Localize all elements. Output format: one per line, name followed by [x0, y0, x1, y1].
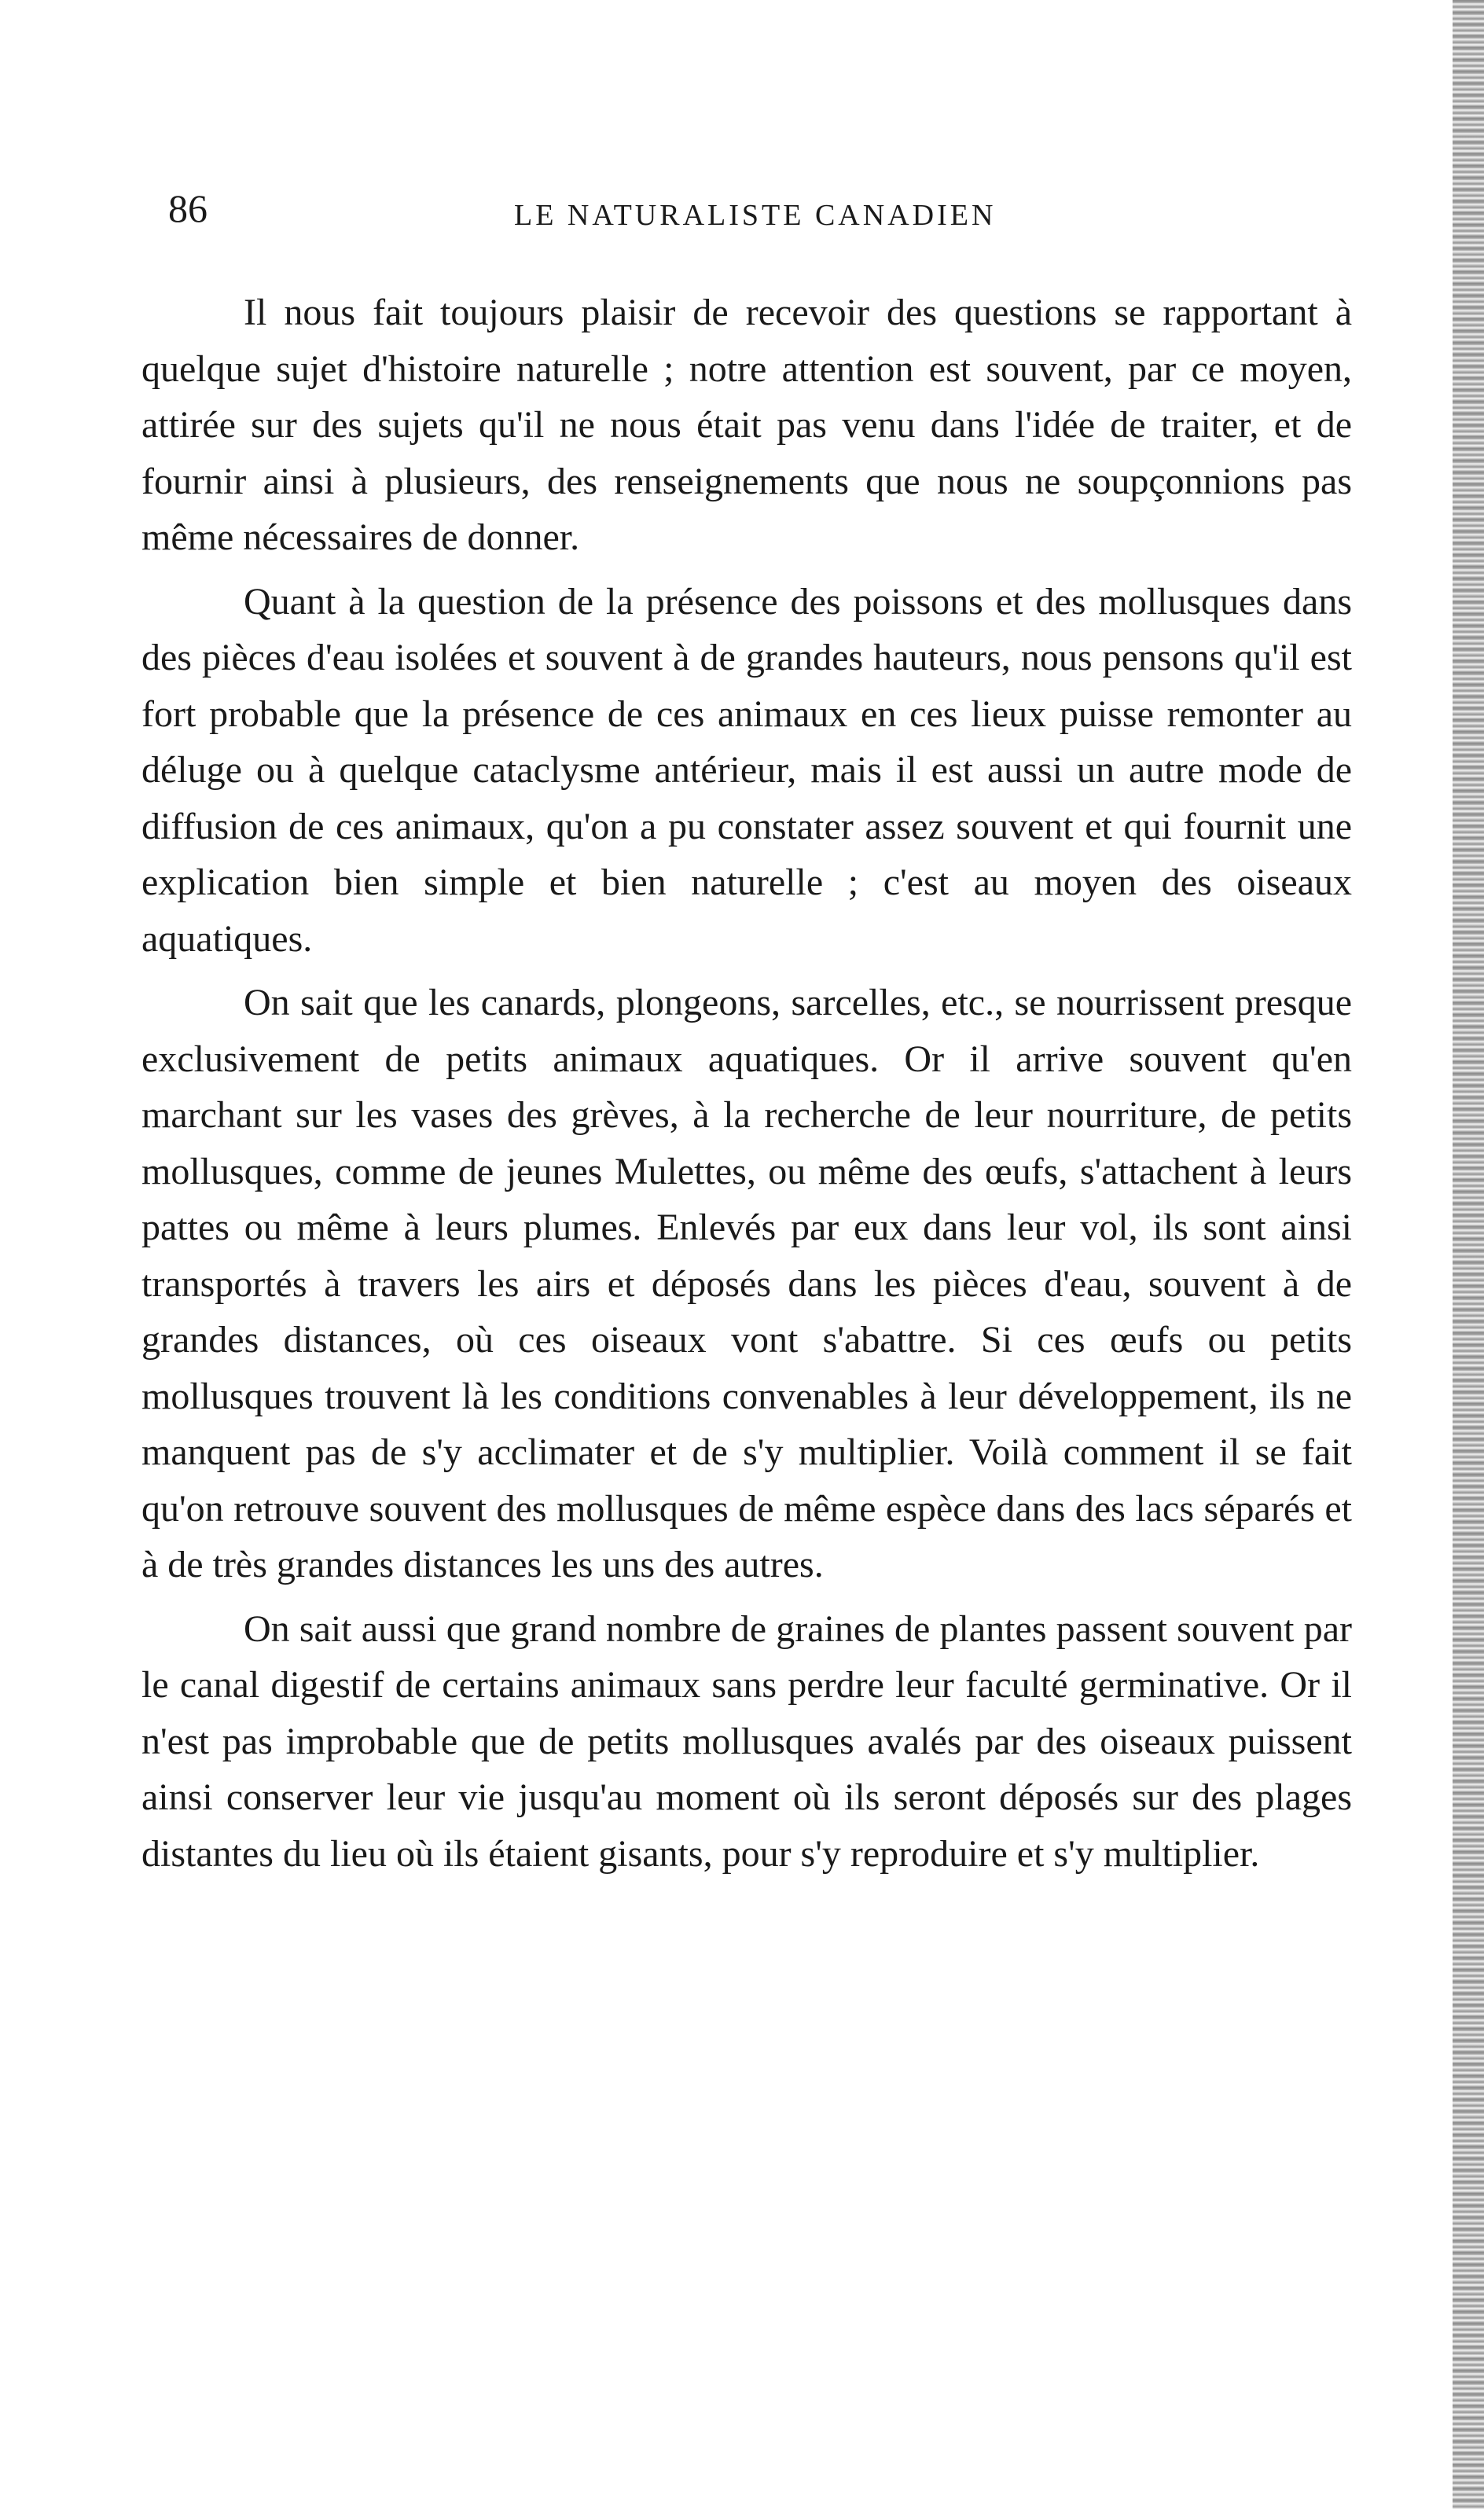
paragraph-3: On sait que les canards, plongeons, sarcelles, etc., se nourrissent presque exclusivement de petits animaux aquatiques. Or il arrive souvent qu'en marchant sur les vases des grèves, à la recherche de leur nourriture, de petits mollusques, comme de jeunes Mulettes, ou même des œufs, s'attachent à leurs pattes ou même à leurs plumes. Enlevés par eux dans leur vol, ils sont ainsi transportés à travers les airs et déposés dans les pièces d'eau, souvent à de grandes distances, où ces oiseaux vont s'abattre. Si ces œufs ou petits mollusques trouvent là les conditions convenables à leur développement, ils ne manquent pas de s'y acclimater et de s'y multiplier. Voilà comment il se fait qu'on retrouve souvent des mollusques de même espèce dans des lacs séparés et à de très grandes distances les uns des autres. [141, 982, 1352, 1585]
article-body [141, 285, 1352, 1882]
paragraph-4: On sait aussi que grand nombre de graines de plantes passent souvent par le canal digestif de certains animaux sans perdre leur faculté germinative. Or il n'est pas improbable que de petits mollusques avalés par des oiseaux puissent ainsi conserver leur vie jusqu'au moment où ils seront déposés sur des plages distantes du lieu où ils étaient gisants, pour s'y reproduire et s'y multiplier. [141, 1607, 1352, 1875]
page-edge-shadow [1453, 0, 1484, 2509]
running-head: LE NATURALISTE CANADIEN [514, 199, 997, 232]
page-header [168, 186, 1347, 248]
page-number: 86 [168, 186, 208, 230]
paragraph-2: Quant à la question de la présence des poissons et des mollusques dans des pièces d'eau isolées et souvent à de grandes hauteurs, nous pensons qu'il est fort probable que la présence de ces animaux en ces lieux puisse remonter au déluge ou à quelque cataclysme antérieur, mais il est aussi un autre mode de diffusion de ces animaux, qu'on a pu constater assez souvent et qui fournit une explication bien simple et bien naturelle ; c'est au moyen des oiseaux aquatiques. [141, 580, 1352, 960]
paragraph-1: Il nous fait toujours plaisir de recevoir des questions se rapportant à quelque sujet d'histoire naturelle ; notre attention est souvent, par ce moyen, attirée sur des sujets qu'il ne nous était pas venu dans l'idée de traiter, et de fournir ainsi à plusieurs, des renseignements que nous ne soupçonnions pas même nécessaires de donner. [141, 292, 1352, 558]
